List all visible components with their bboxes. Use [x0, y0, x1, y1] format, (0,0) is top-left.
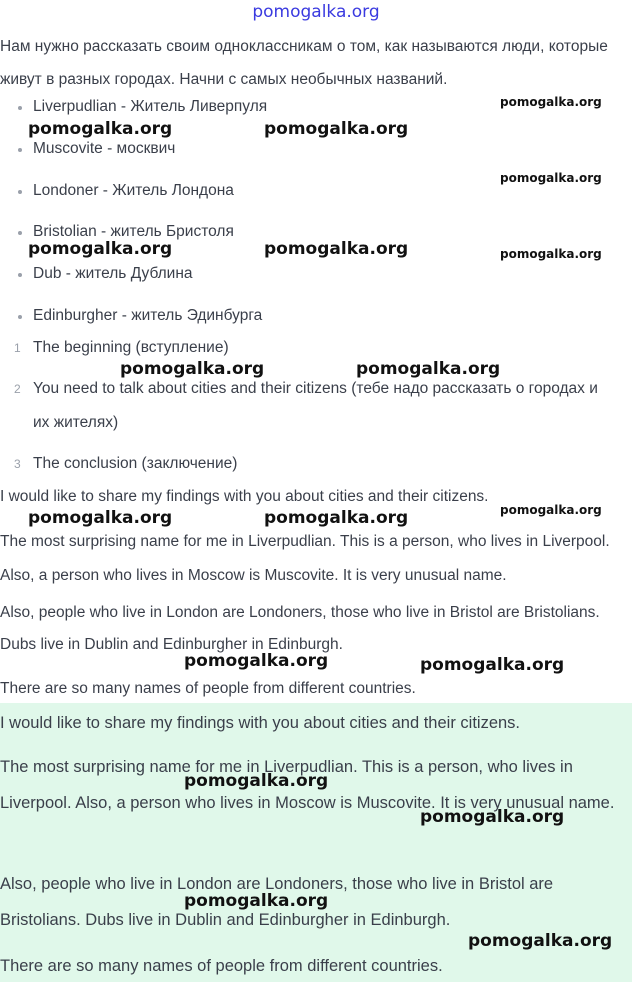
plan-text: You need to talk about cities and their citizens (тебе надо рассказать о городах и их жителях) — [33, 380, 598, 431]
plan-number: 2 — [14, 382, 21, 396]
list-item: Liverpudlian - Житель Ливерпуля — [33, 98, 268, 115]
list-item: Londoner - Житель Лондона — [33, 182, 234, 199]
list-item: Edinburgher - житель Эдинбурга — [33, 307, 263, 324]
watermark: pomogalka.org — [28, 119, 173, 139]
essay-paragraph: The most surprising name for me in Liverpudlian. This is a person, who lives in Liverpool. Also, a person who lives in Moscow is Muscovite. It is very unusual name. — [0, 533, 610, 584]
list-item: Bristolian - житель Бристоля — [33, 223, 234, 240]
watermark: pomogalka.org — [500, 247, 602, 261]
task-intro: Нам нужно рассказать своим одноклассникам о том, как называются люди, которые живут в разных городах. Начни с самых необычных названий. — [0, 38, 608, 88]
watermark: pomogalka.org — [28, 239, 173, 259]
watermark: pomogalka.org — [500, 95, 602, 109]
plan-text: The beginning (вступление) — [33, 339, 229, 356]
plan-item — [14, 447, 613, 481]
essay-paragraph: Also, people who live in London are Londoners, those who live in Bristol are Bristolians. Dubs live in Dublin and Edinburgher in Edinburgh. — [0, 604, 600, 653]
answer-paragraph: I would like to share my findings with you about cities and their citizens. — [0, 714, 521, 732]
watermark: pomogalka.org — [264, 239, 409, 259]
plan-number: 1 — [14, 341, 21, 355]
list-item: Dub - житель Дублина — [33, 265, 193, 282]
site-title[interactable]: pomogalka.org — [252, 2, 380, 22]
plan-number: 3 — [14, 457, 21, 471]
list-item: Muscovite - москвич — [33, 140, 176, 157]
watermark: pomogalka.org — [184, 771, 329, 791]
answer-paragraph: The most surprising name for me in Liverpudlian. This is a person, who lives in Liverpool. Also, a person who lives in Moscow is Muscovite. It is very unusual name. — [0, 758, 615, 812]
watermark: pomogalka.org — [184, 891, 329, 911]
watermark: pomogalka.org — [500, 503, 602, 517]
answer-paragraph: Also, people who live in London are Londoners, those who live in Bristol are Bristolians. Dubs live in Dublin and Edinburgher in Edinburgh. — [0, 875, 554, 929]
watermark: pomogalka.org — [28, 508, 173, 528]
watermark: pomogalka.org — [500, 171, 602, 185]
watermark: pomogalka.org — [264, 508, 409, 528]
watermark: pomogalka.org — [420, 655, 565, 675]
watermark: pomogalka.org — [356, 359, 501, 379]
watermark: pomogalka.org — [468, 931, 613, 951]
essay-paragraph: I would like to share my findings with you about cities and their citizens. — [0, 488, 489, 505]
essay-paragraph: There are so many names of people from different countries. — [0, 680, 416, 697]
plan-item — [14, 372, 613, 440]
plan-text: The conclusion (заключение) — [33, 455, 238, 472]
watermark: pomogalka.org — [420, 807, 565, 827]
watermark: pomogalka.org — [184, 651, 329, 671]
watermark: pomogalka.org — [264, 119, 409, 139]
watermark: pomogalka.org — [120, 359, 265, 379]
answer-paragraph: There are so many names of people from different countries. — [0, 957, 443, 975]
